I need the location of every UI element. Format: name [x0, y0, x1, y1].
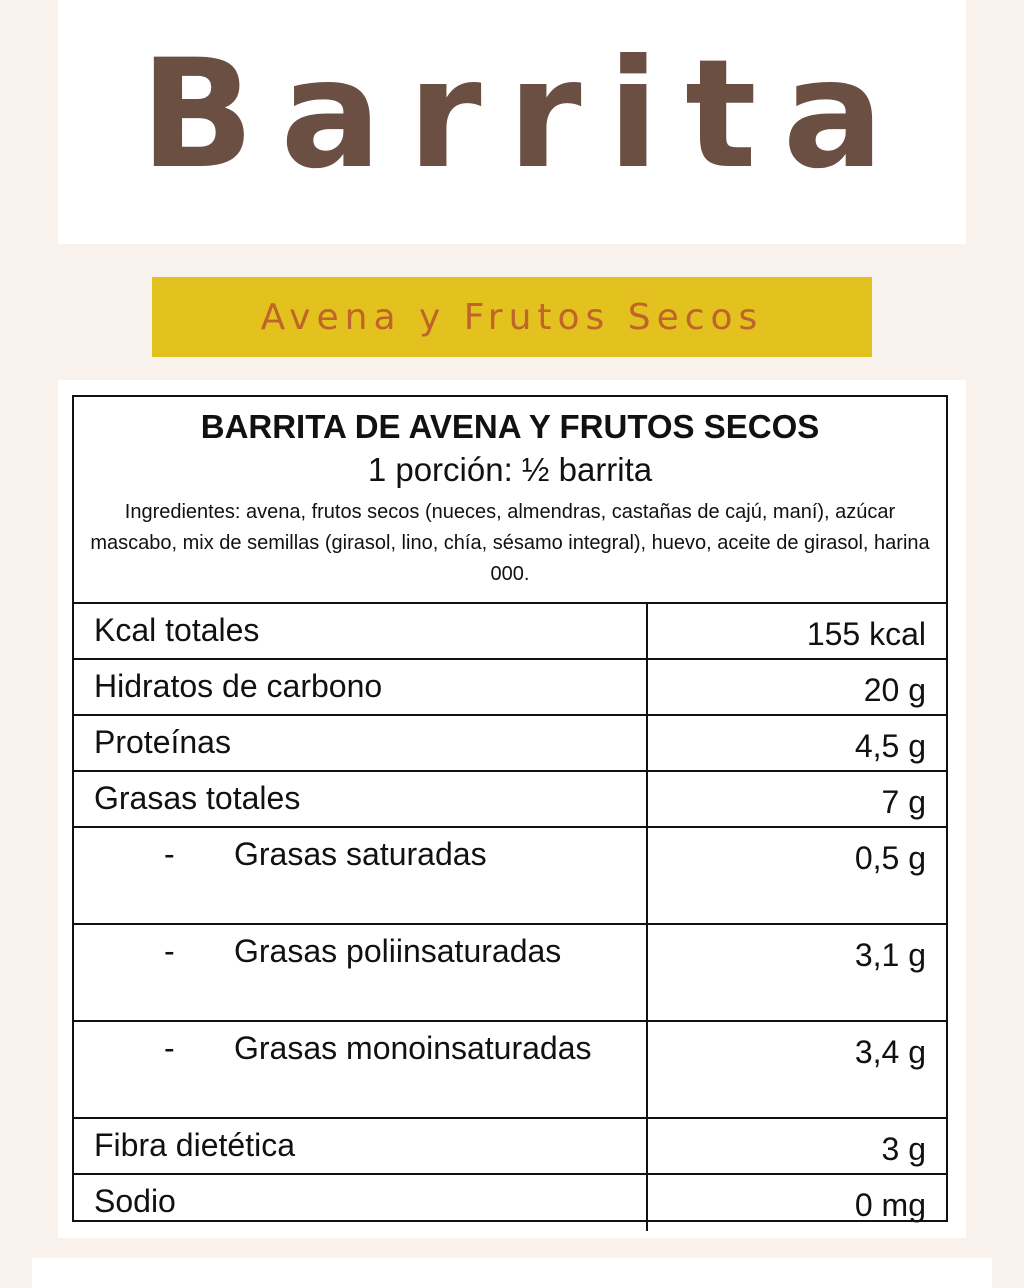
row-label: Grasas saturadas [234, 836, 487, 872]
title-card [58, 0, 966, 244]
row-value: 4,5 g [854, 728, 926, 764]
table-row [74, 1175, 946, 1231]
row-label: Grasas poliinsaturadas [234, 933, 562, 969]
table-row [74, 660, 946, 716]
row-value: 7 g [881, 784, 926, 820]
table-row [74, 772, 946, 828]
nutrition-card [58, 380, 966, 1238]
table-row [74, 925, 946, 1022]
row-value: 3,4 g [854, 1034, 926, 1070]
table-row [74, 716, 946, 772]
row-label: Fibra dietética [74, 1119, 648, 1173]
page-title: Barrita [140, 28, 910, 202]
row-value: 155 kcal [806, 616, 926, 652]
nutrition-header [74, 397, 946, 604]
row-value: 0,5 g [854, 840, 926, 876]
table-row [74, 1119, 946, 1175]
table-row [74, 604, 946, 660]
row-dash: - [164, 836, 175, 872]
nutrition-table [72, 395, 948, 1222]
row-value: 0 mg [854, 1187, 926, 1223]
row-value: 3,1 g [854, 937, 926, 973]
row-label: Sodio [74, 1175, 648, 1231]
row-label: Kcal totales [74, 604, 648, 658]
row-label: Proteínas [74, 716, 648, 770]
row-label-cell [74, 828, 648, 923]
row-dash: - [164, 1030, 175, 1066]
table-row [74, 828, 946, 925]
row-dash: - [164, 933, 175, 969]
product-name: BARRITA DE AVENA Y FRUTOS SECOS [200, 408, 820, 445]
subtitle-band [152, 277, 872, 357]
subtitle: Avena y Frutos Secos [260, 296, 764, 338]
row-label-cell [74, 1022, 648, 1117]
bottom-card [32, 1258, 992, 1288]
row-label: Grasas totales [74, 772, 648, 826]
portion-size: 1 porción: ½ barrita [367, 451, 653, 488]
row-label: Hidratos de carbono [74, 660, 648, 714]
row-label: Grasas monoinsaturadas [234, 1030, 592, 1066]
row-label-cell [74, 925, 648, 1020]
ingredients-list: Ingredientes: avena, frutos secos (nueces, almendras, castañas de cajú, maní), azúcar mascabo, mix de semillas (girasol, lino, chía, sésamo integral), huevo, aceite de girasol, harina 000. [90, 501, 930, 585]
row-value: 20 g [863, 672, 926, 708]
table-row [74, 1022, 946, 1119]
row-value: 3 g [881, 1131, 926, 1167]
